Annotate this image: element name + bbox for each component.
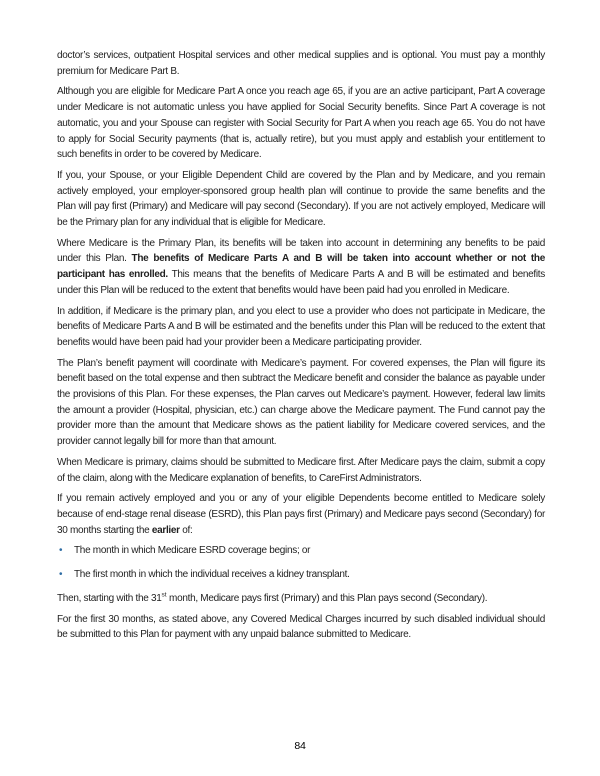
bullet-text [74, 545, 310, 556]
bold-text: earlier [151, 524, 180, 536]
text-run: The first month in which the individual receives a kidney transplant. [74, 569, 350, 581]
text-run: Then, starting with the 31 [57, 592, 162, 604]
bold-text: The benefits of Medicare Parts A and B will be taken into account whether or not the participant has enrolled. [57, 253, 545, 281]
text-run: month, Medicare pays first (Primary) and this Plan pays second (Secondary). [166, 592, 488, 604]
page-footer [0, 740, 600, 752]
text-run: If you, your Spouse, or your Eligible Dependent Child are covered by the Plan and by Medicare, and you remain actively employed, your employer-sponsored group health plan will continue to provide the same benefits and the Plan will pay first (Primary) and Medicare will pay second (Secondary). If you are not actively employed, Medicare will be the Primary plan for any individual that is eligible for Medicare. [57, 169, 545, 229]
paragraph [57, 491, 545, 538]
paragraph [57, 168, 545, 231]
bullet-icon: • [59, 568, 63, 580]
bullet-icon: • [59, 544, 63, 556]
paragraph [57, 591, 545, 607]
text-run: Where Medicare is the Primary Plan, its benefits will be taken into account in determining any benefits to be paid under this Plan. [57, 237, 545, 265]
text-run: For the first 30 months, as stated above, any Covered Medical Charges incurred by such disabled individual should be submitted to this Plan for payment with any unpaid balance submitted to Medicare. [57, 613, 545, 641]
paragraph [57, 356, 545, 450]
paragraph [57, 236, 545, 299]
text-run: This means that the benefits of Medicare Parts A and B will be estimated and benefits under this Plan will be reduced to the extent that benefits would have been paid had you enrolled in Medicare. [57, 269, 545, 296]
text-run: When Medicare is primary, claims should be submitted to Medicare first. After Medicare pays the claim, submit a copy of the claim, along with the Medicare explanation of benefits, to CareFirst Administrators. [57, 456, 545, 484]
superscript-text: st [161, 591, 167, 599]
paragraph [57, 612, 545, 643]
paragraph [57, 304, 545, 351]
text-run: of: [179, 524, 193, 536]
page-number: 84 [294, 740, 306, 752]
bullet-list-item [57, 567, 545, 583]
paragraph [57, 84, 545, 163]
text-run: If you remain actively employed and you or any of your eligible Dependents become entitled to Medicare solely because of end-stage renal disease (ESRD), this Plan pays first (Primary) and Medicare pays second (Secondary) for 30 months starting the [57, 493, 545, 536]
text-run: The month in which Medicare ESRD coverage begins; or [74, 545, 311, 557]
text-run: The Plan’s benefit payment will coordinate with Medicare’s payment. For covered expenses, the Plan will figure its benefit based on the total expense and then subtract the Medicare benefit and consider the balance as payable under the provisions of this Plan. For these expenses, the Plan carves out Medicare’s payment. However, federal law limits the amount a provider (Hospital, physician, etc.) can charge above the Medicare payment. The Fund cannot pay the provider more than the amount that Medicare shows as the patient liability for Medicare covered services, and the provider cannot legally bill for more than that amount. [57, 357, 545, 448]
document-body [57, 48, 545, 648]
text-run: In addition, if Medicare is the primary plan, and you elect to use a provider who does not participate in Medicare, the benefits of Medicare Parts A and B will be estimated and the benefits under this Plan will be reduced to the extent that benefits would have been paid had your provider been a Medicare participating provider. [57, 305, 545, 348]
bullet-list-item [57, 543, 545, 559]
bullet-text [74, 569, 350, 580]
paragraph [57, 48, 545, 79]
text-run: doctor’s services, outpatient Hospital services and other medical supplies and is optional. You must pay a monthly premium for Medicare Part B. [57, 50, 545, 77]
text-run: Although you are eligible for Medicare Part A once you reach age 65, if you are an active participant, Part A coverage under Medicare is not automatic unless you have applied for Social Security benefits. Since Part A coverage is not automatic, you and your Spouse can register with Social Security for Part A when you reach age 65. You do not have to apply for Social Security payments (that is, actually retire), but you must apply and establish your entitlement to such benefits in order to be covered by Medicare. [57, 86, 545, 161]
paragraph [57, 455, 545, 486]
